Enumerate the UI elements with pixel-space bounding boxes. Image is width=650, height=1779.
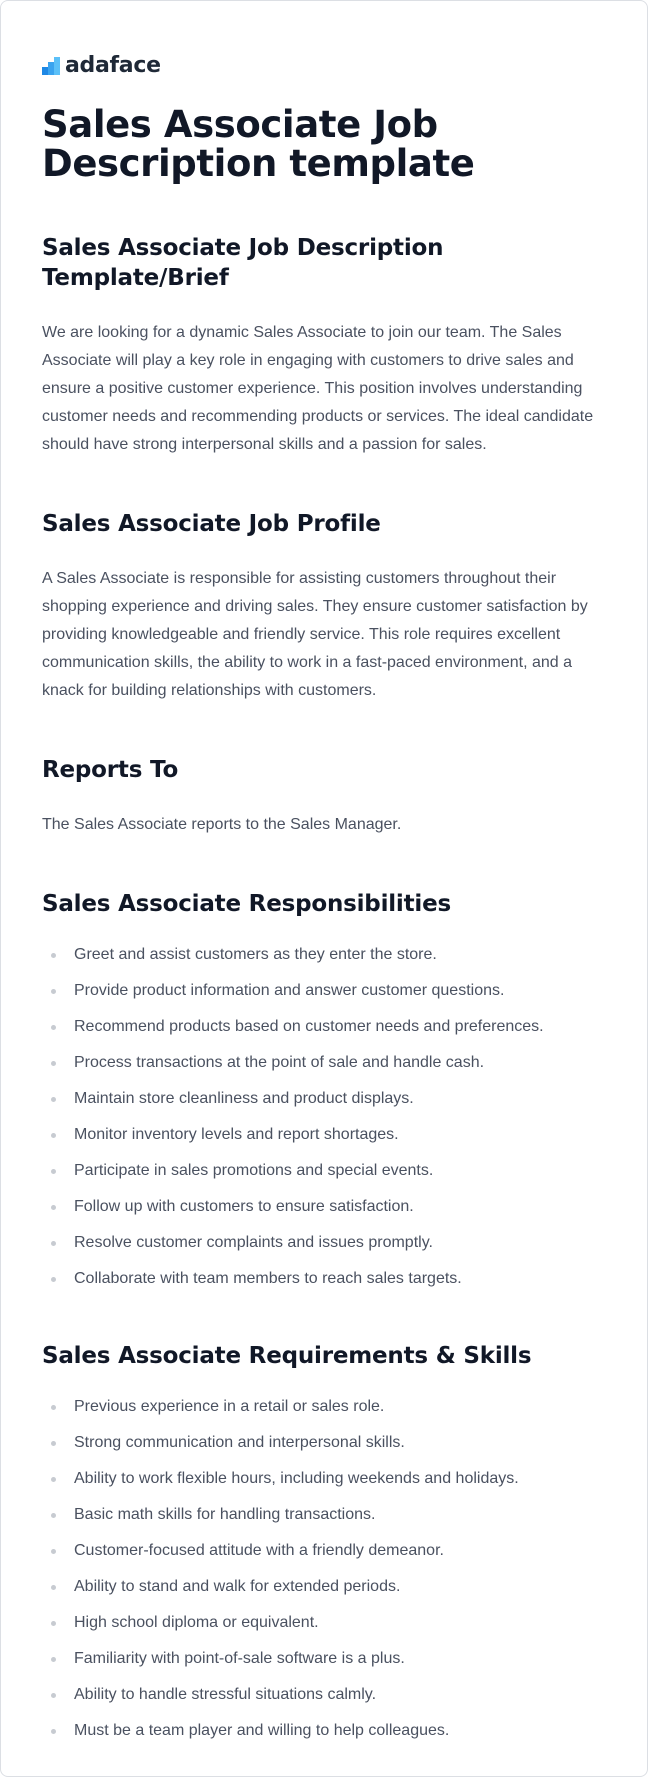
requirements-list bbox=[42, 1395, 612, 1743]
bullet-icon bbox=[51, 1169, 56, 1174]
list-item-text: Collaborate with team members to reach sales targets. bbox=[74, 1270, 462, 1287]
bullet-icon bbox=[51, 1277, 56, 1282]
list-item bbox=[42, 1539, 612, 1563]
profile-paragraph: A Sales Associate is responsible for assisting customers throughout their shopping experience and driving sales. They ensure customer satisfaction by providing knowledgeable and friendly service. This role requires excellent communication skills, the ability to work in a fast-paced environment, and a knack for building relationships with customers. bbox=[42, 570, 588, 699]
bullet-icon bbox=[51, 1585, 56, 1590]
list-item-text: Must be a team player and willing to help colleagues. bbox=[74, 1722, 450, 1739]
list-item bbox=[42, 1231, 612, 1255]
list-item-text: Strong communication and interpersonal skills. bbox=[74, 1434, 405, 1451]
list-item bbox=[42, 1159, 612, 1183]
document-content bbox=[42, 53, 612, 1755]
bullet-icon bbox=[51, 1693, 56, 1698]
list-item bbox=[42, 1123, 612, 1147]
list-item bbox=[42, 1431, 612, 1455]
list-item bbox=[42, 1575, 612, 1599]
list-item-text: Provide product information and answer customer questions. bbox=[74, 982, 505, 999]
bullet-icon bbox=[51, 1549, 56, 1554]
bullet-icon bbox=[51, 1729, 56, 1734]
list-item bbox=[42, 1195, 612, 1219]
list-item-text: Ability to work flexible hours, including weekends and holidays. bbox=[74, 1470, 519, 1487]
bullet-icon bbox=[51, 1025, 56, 1030]
list-item-text: Maintain store cleanliness and product displays. bbox=[74, 1090, 414, 1107]
list-item bbox=[42, 1267, 612, 1291]
list-item bbox=[42, 1087, 612, 1111]
bullet-icon bbox=[51, 989, 56, 994]
list-item bbox=[42, 1015, 612, 1039]
brief-paragraph: We are looking for a dynamic Sales Associate to join our team. The Sales Associate will play a key role in engaging with customers to drive sales and ensure a positive customer experience. This position involves understanding customer needs and recommending products or services. The ideal candidate should have strong interpersonal skills and a passion for sales. bbox=[42, 324, 594, 453]
list-item-text: Resolve customer complaints and issues promptly. bbox=[74, 1234, 433, 1251]
brand-logo[interactable] bbox=[42, 53, 612, 79]
list-item-text: Basic math skills for handling transactions. bbox=[74, 1506, 376, 1523]
list-item-text: Monitor inventory levels and report shortages. bbox=[74, 1126, 399, 1143]
list-item bbox=[42, 1719, 612, 1743]
list-item-text: Customer-focused attitude with a friendly demeanor. bbox=[74, 1542, 444, 1559]
list-item bbox=[42, 1611, 612, 1635]
list-item bbox=[42, 1647, 612, 1671]
reports-to-paragraph: The Sales Associate reports to the Sales Manager. bbox=[42, 816, 402, 833]
section-heading-responsibilities: Sales Associate Responsibilities bbox=[42, 891, 451, 917]
list-item bbox=[42, 1467, 612, 1491]
list-item-text: Familiarity with point-of-sale software is a plus. bbox=[74, 1650, 405, 1667]
list-item bbox=[42, 1395, 612, 1419]
bullet-icon bbox=[51, 1241, 56, 1246]
page-title: Sales Associate Job Description template bbox=[42, 103, 475, 185]
section-heading-reports-to: Reports To bbox=[42, 757, 179, 783]
bullet-icon bbox=[51, 1513, 56, 1518]
bullet-icon bbox=[51, 1621, 56, 1626]
list-item bbox=[42, 943, 612, 967]
list-item-text: High school diploma or equivalent. bbox=[74, 1614, 319, 1631]
list-item-text: Greet and assist customers as they enter the store. bbox=[74, 946, 437, 963]
list-item-text: Participate in sales promotions and special events. bbox=[74, 1162, 434, 1179]
list-item bbox=[42, 1683, 612, 1707]
list-item bbox=[42, 1503, 612, 1527]
list-item-text: Ability to stand and walk for extended periods. bbox=[74, 1578, 401, 1595]
list-item-text: Previous experience in a retail or sales role. bbox=[74, 1398, 385, 1415]
brand-name: adaface bbox=[65, 53, 161, 78]
section-heading-brief: Sales Associate Job Description Template/Brief bbox=[42, 235, 444, 291]
bullet-icon bbox=[51, 1133, 56, 1138]
bullet-icon bbox=[51, 953, 56, 958]
section-heading-requirements: Sales Associate Requirements & Skills bbox=[42, 1343, 532, 1369]
list-item-text: Recommend products based on customer needs and preferences. bbox=[74, 1018, 544, 1035]
bullet-icon bbox=[51, 1097, 56, 1102]
bullet-icon bbox=[51, 1205, 56, 1210]
bullet-icon bbox=[51, 1477, 56, 1482]
adaface-logo-icon bbox=[42, 57, 60, 75]
bullet-icon bbox=[51, 1061, 56, 1066]
list-item-text: Follow up with customers to ensure satisfaction. bbox=[74, 1198, 414, 1215]
list-item-text: Process transactions at the point of sale and handle cash. bbox=[74, 1054, 485, 1071]
list-item bbox=[42, 979, 612, 1003]
bullet-icon bbox=[51, 1405, 56, 1410]
bullet-icon bbox=[51, 1441, 56, 1446]
list-item bbox=[42, 1051, 612, 1075]
responsibilities-list bbox=[42, 943, 612, 1291]
section-heading-profile: Sales Associate Job Profile bbox=[42, 511, 381, 537]
bullet-icon bbox=[51, 1657, 56, 1662]
list-item-text: Ability to handle stressful situations calmly. bbox=[74, 1686, 377, 1703]
